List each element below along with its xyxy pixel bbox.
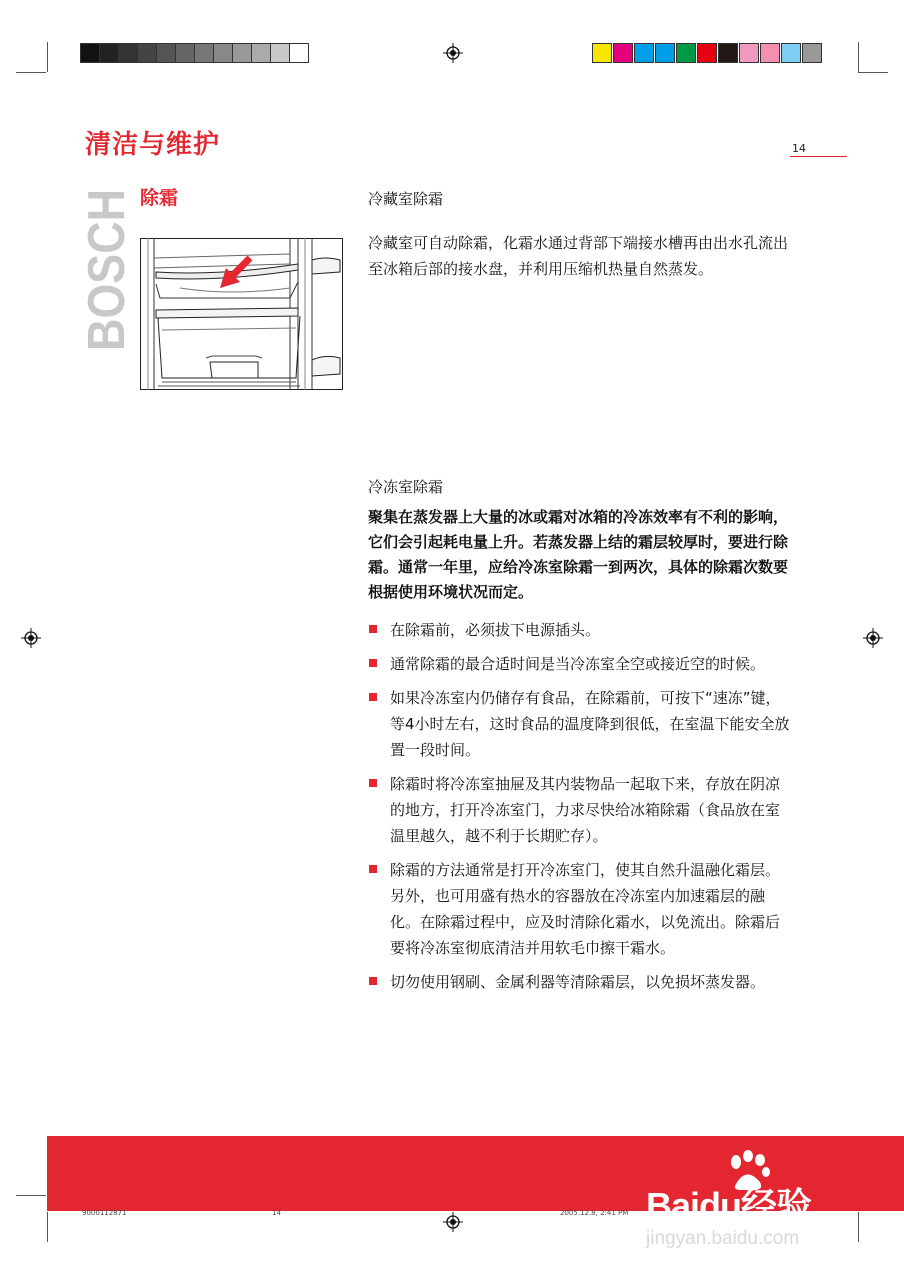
page-number-rule (790, 156, 847, 157)
crop-mark (16, 72, 46, 73)
list-item: 通常除霜的最合适时间是当冷冻室全空或接近空的时候。 (368, 651, 792, 677)
list-item: 切勿使用钢刷、金属利器等清除霜层，以免损坏蒸发器。 (368, 969, 792, 995)
footer-page-number: 14 (272, 1209, 281, 1217)
fridge-defrost-paragraph: 冷藏室可自动除霜，化霜水通过背部下端接水槽再由出水孔流出至冰箱后部的接水盘，并利用压缩机热量自然蒸发。 (368, 234, 789, 278)
brand-vertical-text: BOSCH (78, 163, 136, 351)
color-swatch (802, 43, 822, 63)
baidu-watermark (640, 1150, 870, 1260)
list-item: 除霜的方法通常是打开冷冻室门，使其自然升温融化霜层。另外，也可用盛有热水的容器放在冷冻室内加速霜层的融化。在除霜过程中，应及时清除化霜水，以免流出。除霜后要将冷冻室彻底清洁并用软毛巾擦干霜水。 (368, 857, 792, 961)
crop-mark (858, 42, 859, 72)
color-swatch (781, 43, 801, 63)
gray-swatch (156, 43, 176, 63)
freezer-defrost-bullet-list (368, 617, 792, 1003)
gray-swatch (232, 43, 252, 63)
gray-swatch (80, 43, 100, 63)
color-swatch (697, 43, 717, 63)
color-swatch (718, 43, 738, 63)
baidu-url-text: jingyan.baidu.com (646, 1228, 800, 1249)
freezer-defrost-intro: 聚集在蒸发器上大量的冰或霜对冰箱的冷冻效率有不利的影响，它们会引起耗电量上升。若蒸发器上结的霜层较厚时，要进行除霜。通常一年里，应给冷冻室除霜一到两次，具体的除霜次数要根据使用环境状况而定。 (368, 508, 789, 601)
fridge-defrost-illustration (140, 238, 343, 390)
subsection-title: 除霜 (140, 187, 179, 209)
crop-mark (47, 1212, 48, 1242)
gray-swatch (137, 43, 157, 63)
crop-mark (16, 1195, 46, 1196)
gray-swatch (251, 43, 271, 63)
registration-mark-icon (443, 43, 463, 63)
crop-mark (47, 42, 48, 72)
crop-mark (858, 72, 888, 73)
gray-swatch (118, 43, 138, 63)
list-item: 在除霜前，必须拔下电源插头。 (368, 617, 792, 643)
footer-doc-code: 9000112871 (82, 1209, 127, 1217)
color-swatch (760, 43, 780, 63)
registration-mark-icon (863, 628, 883, 648)
color-swatch (655, 43, 675, 63)
page-number: 14 (792, 142, 806, 155)
registration-mark-icon (21, 628, 41, 648)
fridge-defrost-heading: 冷藏室除霜 (368, 190, 444, 208)
color-swatch (676, 43, 696, 63)
gray-swatch (213, 43, 233, 63)
color-swatch (613, 43, 633, 63)
color-swatch (634, 43, 654, 63)
bosch-brand-logo (78, 163, 136, 351)
list-item: 如果冷冻室内仍储存有食品，在除霜前，可按下“速冻”键，等4小时左右，这时食品的温度降到很低，在室温下能安全放置一段时间。 (368, 685, 792, 763)
color-swatch (739, 43, 759, 63)
baidu-brand-text: Baidu经验 (646, 1185, 812, 1226)
freezer-defrost-heading: 冷冻室除霜 (368, 478, 444, 496)
gray-swatch (99, 43, 119, 63)
color-swatch (592, 43, 612, 63)
gray-swatch (289, 43, 309, 63)
section-title: 清洁与维护 (85, 130, 221, 160)
list-item: 除霜时将冷冻室抽屉及其内装物品一起取下来，存放在阴凉的地方，打开冷冻室门，力求尽快给冰箱除霜（食品放在室温里越久，越不利于长期贮存）。 (368, 771, 792, 849)
footer-timestamp: 2005.12.8, 2:41 PM (560, 1209, 629, 1217)
gray-swatch (194, 43, 214, 63)
registration-mark-icon (443, 1212, 463, 1232)
gray-swatch (270, 43, 290, 63)
gray-swatch (175, 43, 195, 63)
